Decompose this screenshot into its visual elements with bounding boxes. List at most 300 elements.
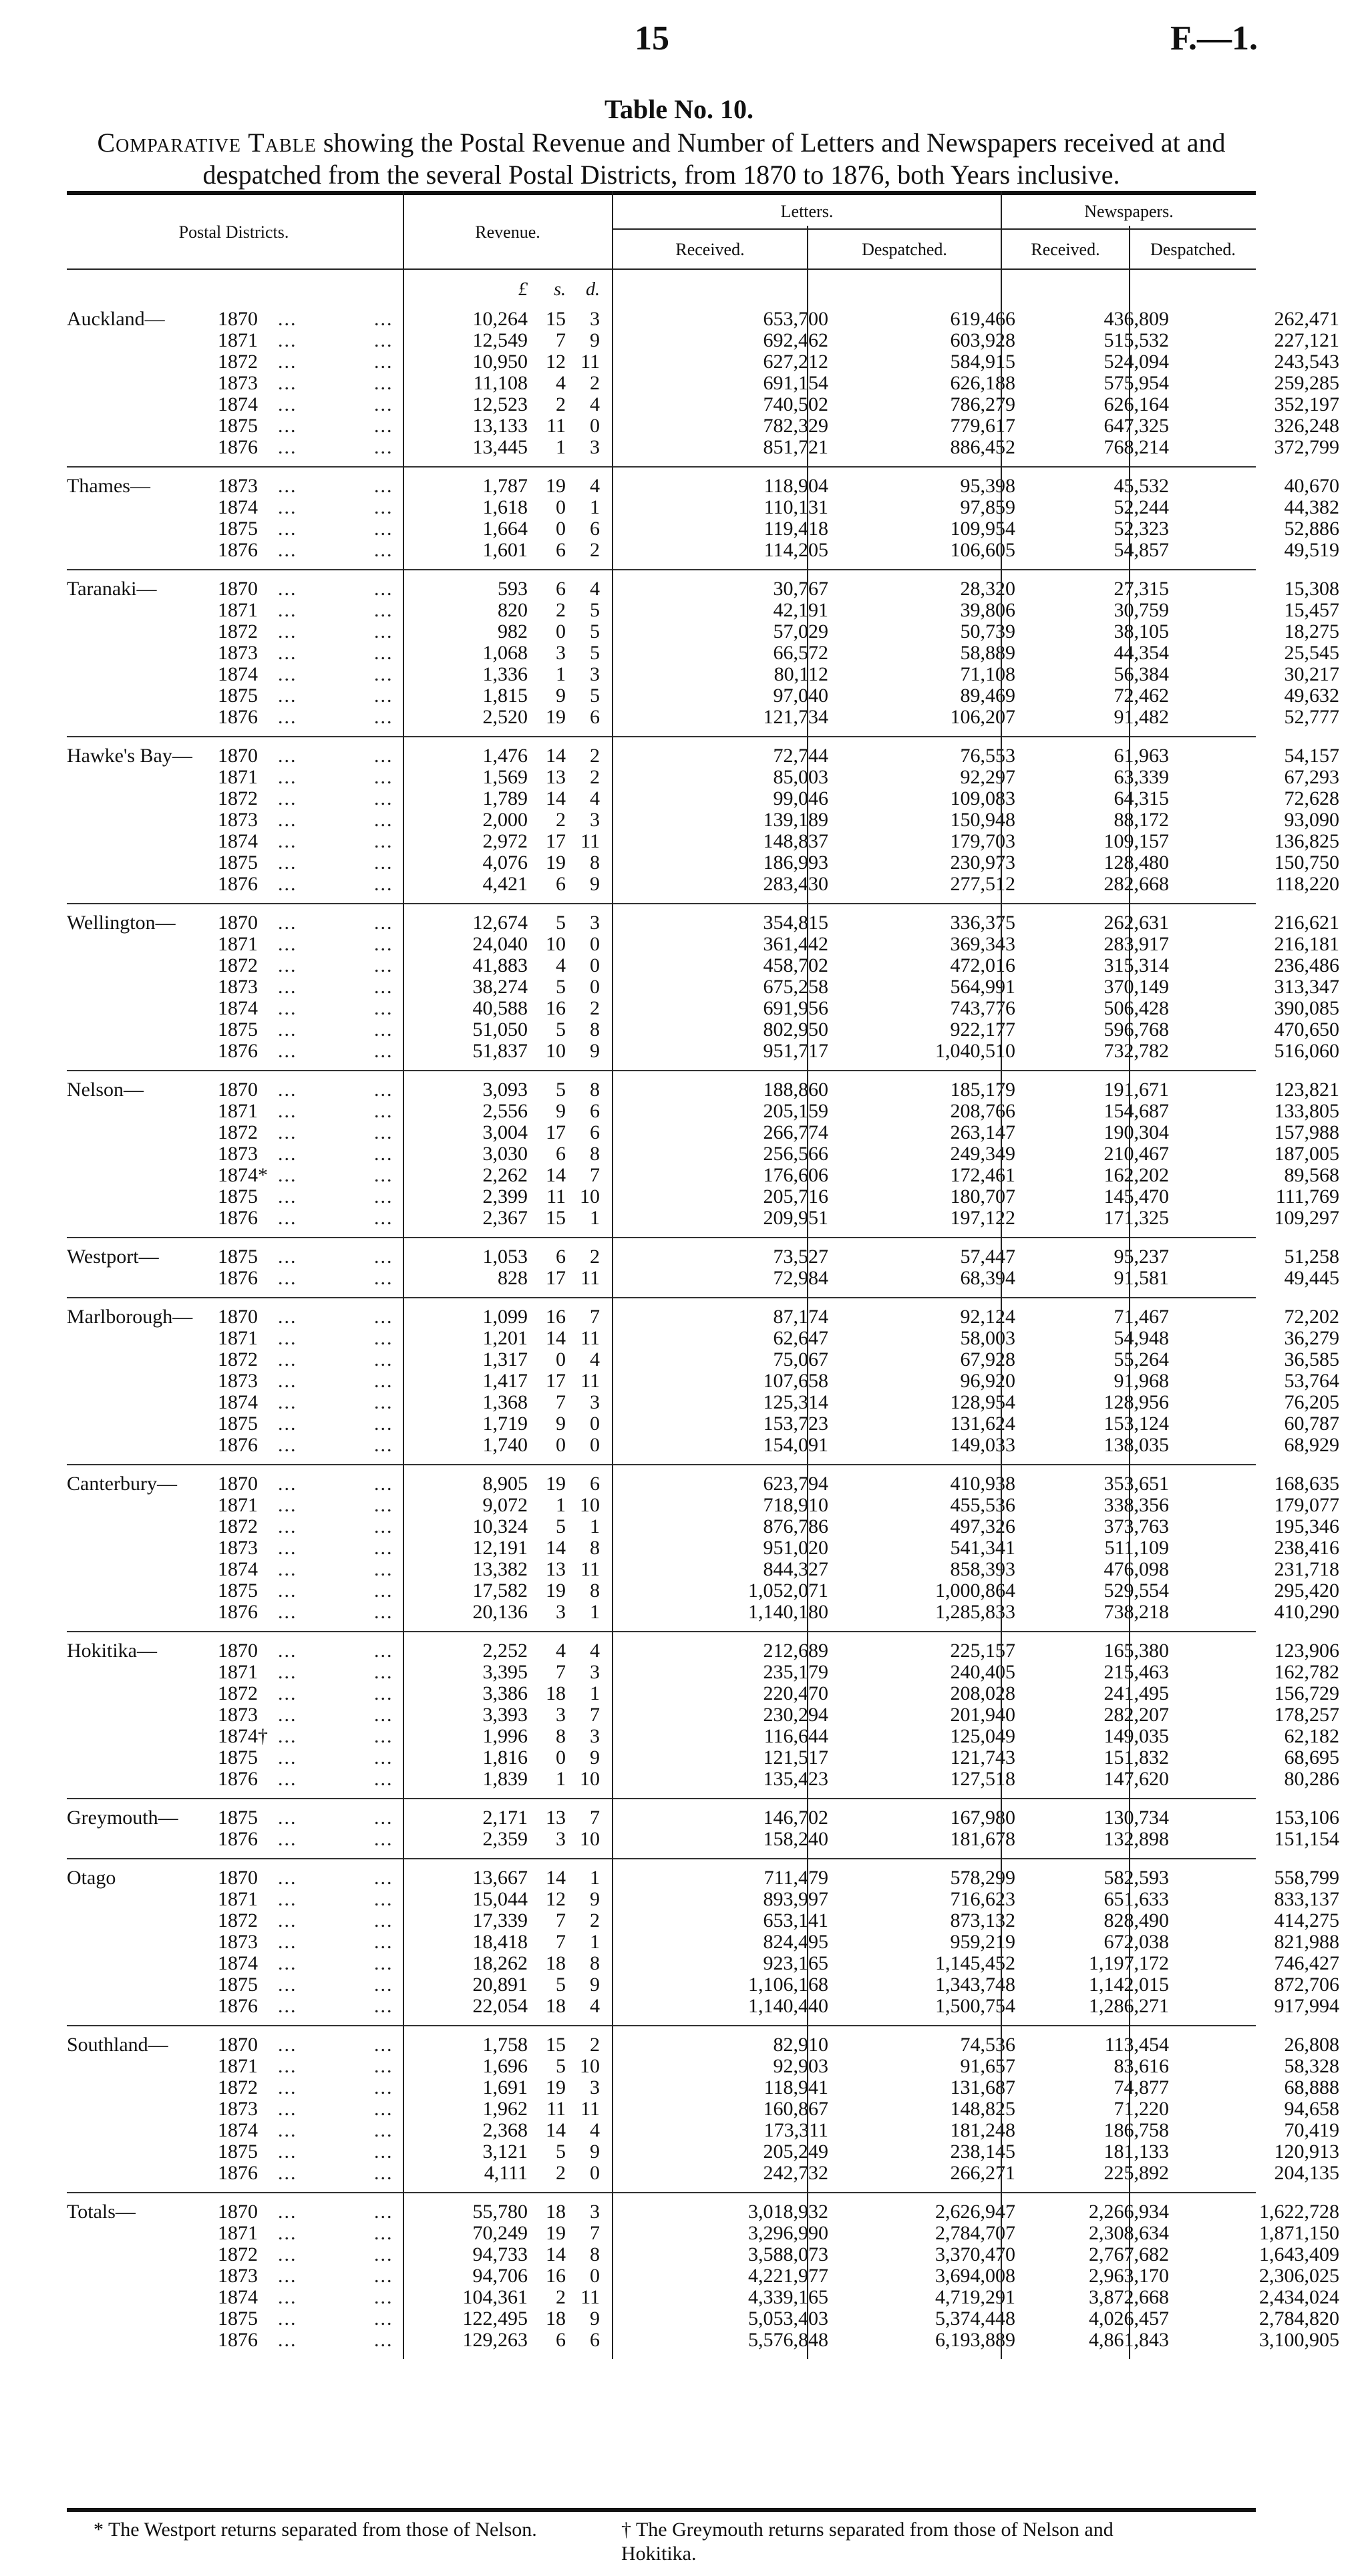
letters-received: 711,479: [763, 1867, 828, 1889]
revenue-pounds: 55,780: [472, 2201, 528, 2223]
newspapers-received: 262,631: [1104, 912, 1169, 934]
letters-received: 30,767: [773, 578, 828, 600]
revenue-pence: 11: [580, 1370, 600, 1392]
letters-despatched: 109,954: [950, 518, 1015, 540]
table-header: [67, 195, 1256, 270]
newspapers-received: 1,286,271: [1089, 1995, 1169, 2017]
letters-received: 5,576,848: [748, 2329, 828, 2351]
unit-pence: d.: [586, 279, 600, 300]
revenue-shillings: 15: [546, 1207, 566, 1229]
table-title: Table No. 10.: [604, 94, 753, 124]
leader-dots: ...: [374, 2034, 393, 2056]
newspapers-received: 71,220: [1114, 2098, 1169, 2120]
letters-despatched: 208,766: [950, 1100, 1015, 1122]
revenue-shillings: 5: [556, 1019, 566, 1041]
newspapers-despatched: 156,729: [1274, 1682, 1339, 1704]
letters-despatched: 2,784,707: [935, 2222, 1015, 2244]
table-row: [67, 1121, 1339, 1143]
newspapers-despatched: 1,643,409: [1259, 2243, 1339, 2265]
letters-despatched: 106,605: [950, 539, 1015, 561]
table-row: [67, 1143, 1339, 1165]
table-row: [67, 308, 1339, 330]
letters-despatched: 106,207: [950, 706, 1015, 728]
leader-dots: ...: [374, 1995, 393, 2017]
revenue-pounds: 12,191: [472, 1537, 528, 1559]
table-row: [67, 1370, 1339, 1392]
revenue-pounds: 20,136: [472, 1601, 528, 1623]
leader-dots: ...: [278, 329, 297, 351]
newspapers-despatched: 70,419: [1284, 2119, 1339, 2141]
year-cell: 1875: [218, 1807, 258, 1829]
revenue-pounds: 2,368: [482, 2119, 528, 2141]
district-group: [67, 1799, 1339, 1859]
newspapers-received: 27,315: [1114, 578, 1169, 600]
newspapers-received: 64,315: [1114, 787, 1169, 809]
leader-dots: ...: [374, 2243, 393, 2265]
revenue-pence: 10: [580, 1768, 600, 1790]
revenue-pence: 0: [590, 976, 600, 998]
leader-dots: ...: [374, 415, 393, 437]
revenue-pounds: 2,972: [482, 830, 528, 852]
letters-received: 72,984: [773, 1267, 828, 1289]
letters-received: 209,951: [763, 1207, 828, 1229]
leader-dots: ...: [278, 1909, 297, 1931]
table-row: [67, 620, 1339, 642]
leader-dots: ...: [374, 2201, 393, 2223]
leader-dots: ...: [278, 1952, 297, 1974]
leader-dots: ...: [278, 2265, 297, 2287]
leader-dots: ...: [374, 809, 393, 831]
footnote-westport: * The Westport returns separated from those of Nelson.: [94, 2519, 537, 2541]
leader-dots: ...: [374, 2076, 393, 2098]
revenue-shillings: 14: [546, 1164, 566, 1186]
table-row: [67, 2265, 1339, 2287]
revenue-pounds: 94,706: [472, 2265, 528, 2287]
district-group: [67, 301, 1339, 468]
leader-dots: ...: [278, 393, 297, 415]
revenue-pence: 9: [590, 2308, 600, 2330]
revenue-shillings: 5: [556, 1515, 566, 1537]
revenue-pounds: 9,072: [482, 1494, 528, 1516]
revenue-shillings: 7: [556, 1661, 566, 1683]
revenue-pounds: 13,382: [472, 1558, 528, 1580]
leader-dots: ...: [278, 1661, 297, 1683]
revenue-pence: 2: [590, 1246, 600, 1268]
leader-dots: ...: [278, 1682, 297, 1704]
revenue-shillings: 18: [546, 1682, 566, 1704]
revenue-shillings: 11: [546, 415, 566, 437]
revenue-pounds: 1,317: [482, 1348, 528, 1370]
letters-despatched: 2,626,947: [935, 2201, 1015, 2223]
revenue-pence: 1: [590, 1867, 600, 1889]
description-caps: Comparative Table: [97, 128, 317, 158]
newspapers-despatched: 216,181: [1274, 933, 1339, 955]
year-cell: 1875: [218, 518, 258, 540]
newspapers-received: 210,467: [1104, 1143, 1169, 1165]
letters-received: 72,744: [773, 745, 828, 767]
revenue-pence: 11: [580, 1558, 600, 1580]
year-cell: 1872: [218, 2243, 258, 2265]
letters-despatched: 1,285,833: [935, 1601, 1015, 1623]
revenue-pence: 2: [590, 997, 600, 1019]
letters-received: 173,311: [763, 2119, 828, 2141]
letters-despatched: 97,859: [960, 496, 1015, 518]
year-cell: 1876: [218, 2329, 258, 2351]
leader-dots: ...: [278, 642, 297, 664]
newspapers-received: 91,968: [1114, 1370, 1169, 1392]
letters-received: 121,734: [763, 706, 828, 728]
table-row: [67, 2329, 1339, 2351]
leader-dots: ...: [278, 351, 297, 373]
newspapers-received: 596,768: [1104, 1019, 1169, 1041]
newspapers-despatched: 49,632: [1284, 685, 1339, 707]
newspapers-received: 74,877: [1114, 2076, 1169, 2098]
letters-received: 73,527: [773, 1246, 828, 1268]
letters-received: 740,502: [763, 393, 828, 415]
year-cell: 1876: [218, 539, 258, 561]
leader-dots: ...: [278, 1434, 297, 1456]
revenue-pence: 3: [590, 308, 600, 330]
year-cell: 1872: [218, 351, 258, 373]
revenue-pence: 2: [590, 745, 600, 767]
revenue-shillings: 19: [546, 1473, 566, 1495]
header-district: Postal Districts.: [178, 222, 289, 242]
newspapers-despatched: 151,154: [1274, 1828, 1339, 1850]
revenue-pounds: 2,399: [482, 1185, 528, 1208]
leader-dots: ...: [374, 372, 393, 394]
leader-dots: ...: [278, 809, 297, 831]
table-row: [67, 599, 1339, 621]
leader-dots: ...: [278, 1867, 297, 1889]
leader-dots: ...: [374, 620, 393, 642]
leader-dots: ...: [374, 475, 393, 497]
year-cell: 1872: [218, 2076, 258, 2098]
table-row: [67, 1974, 1339, 1996]
leader-dots: ...: [278, 766, 297, 788]
district-group: [67, 570, 1339, 737]
year-cell: 1871: [218, 2055, 258, 2077]
newspapers-received: 61,963: [1114, 745, 1169, 767]
newspapers-despatched: 94,658: [1284, 2098, 1339, 2120]
revenue-pence: 6: [590, 1473, 600, 1495]
year-cell: 1875: [218, 1413, 258, 1435]
newspapers-received: 283,917: [1104, 933, 1169, 955]
revenue-pounds: 94,733: [472, 2243, 528, 2265]
leader-dots: ...: [278, 1246, 297, 1268]
year-cell: 1872: [218, 1515, 258, 1537]
newspapers-received: 52,244: [1114, 496, 1169, 518]
revenue-pence: 3: [590, 1725, 600, 1747]
revenue-shillings: 12: [546, 1888, 566, 1910]
year-cell: 1870: [218, 1473, 258, 1495]
year-cell: 1874: [218, 1952, 258, 1974]
leader-dots: ...: [374, 2222, 393, 2244]
table-row: [67, 1267, 1339, 1289]
newspapers-received: 373,763: [1104, 1515, 1169, 1537]
header-news-received: Received.: [1031, 240, 1100, 259]
leader-dots: ...: [374, 1327, 393, 1349]
letters-received: 283,430: [763, 873, 828, 895]
letters-received: 205,159: [763, 1100, 828, 1122]
letters-despatched: 58,889: [960, 642, 1015, 664]
newspapers-despatched: 821,988: [1274, 1931, 1339, 1953]
leader-dots: ...: [278, 997, 297, 1019]
leader-dots: ...: [278, 1494, 297, 1516]
newspapers-despatched: 231,718: [1274, 1558, 1339, 1580]
district-name: Nelson—: [67, 1079, 144, 1101]
year-cell: 1872: [218, 1348, 258, 1370]
newspapers-received: 44,354: [1114, 642, 1169, 664]
revenue-pence: 2: [590, 372, 600, 394]
revenue-pounds: 820: [498, 599, 528, 621]
letters-despatched: 858,393: [950, 1558, 1015, 1580]
district-name: Totals—: [67, 2201, 136, 2223]
year-cell: 1870: [218, 578, 258, 600]
newspapers-despatched: 49,519: [1284, 539, 1339, 561]
newspapers-received: 651,633: [1104, 1888, 1169, 1910]
revenue-pence: 9: [590, 1040, 600, 1062]
newspapers-despatched: 313,347: [1274, 976, 1339, 998]
revenue-shillings: 4: [556, 954, 566, 976]
letters-despatched: 181,248: [950, 2119, 1015, 2141]
leader-dots: ...: [374, 912, 393, 934]
letters-received: 160,867: [763, 2098, 828, 2120]
letters-despatched: 584,915: [950, 351, 1015, 373]
letters-despatched: 91,657: [960, 2055, 1015, 2077]
letters-despatched: 150,948: [950, 809, 1015, 831]
table-row: [67, 1434, 1339, 1456]
leader-dots: ...: [278, 2222, 297, 2244]
letters-despatched: 181,678: [950, 1828, 1015, 1850]
leader-dots: ...: [278, 1306, 297, 1328]
revenue-pounds: 2,000: [482, 809, 528, 831]
year-cell: 1873: [218, 1931, 258, 1953]
leader-dots: ...: [278, 685, 297, 707]
revenue-pounds: 12,523: [472, 393, 528, 415]
leader-dots: ...: [278, 1079, 297, 1101]
revenue-pounds: 1,696: [482, 2055, 528, 2077]
revenue-pence: 0: [590, 1434, 600, 1456]
newspapers-despatched: 80,286: [1284, 1768, 1339, 1790]
revenue-pounds: 1,740: [482, 1434, 528, 1456]
leader-dots: ...: [278, 1558, 297, 1580]
year-cell: 1873: [218, 2098, 258, 2120]
leader-dots: ...: [278, 912, 297, 934]
revenue-pence: 5: [590, 620, 600, 642]
table-row: [67, 1079, 1339, 1101]
newspapers-despatched: 93,090: [1284, 809, 1339, 831]
revenue-pence: 4: [590, 787, 600, 809]
revenue-shillings: 17: [546, 830, 566, 852]
letters-received: 119,418: [763, 518, 828, 540]
header-news-despatched: Despatched.: [1150, 240, 1236, 259]
letters-received: 951,020: [763, 1537, 828, 1559]
header-letters-received: Received.: [675, 240, 745, 259]
revenue-shillings: 12: [546, 351, 566, 373]
revenue-pence: 0: [590, 2265, 600, 2287]
newspapers-despatched: 54,157: [1284, 745, 1339, 767]
letters-received: 951,717: [763, 1040, 828, 1062]
newspapers-despatched: 72,628: [1284, 787, 1339, 809]
year-cell: 1873: [218, 809, 258, 831]
newspapers-despatched: 204,135: [1274, 2162, 1339, 2184]
leader-dots: ...: [278, 496, 297, 518]
table-row: [67, 642, 1339, 664]
leader-dots: ...: [278, 1931, 297, 1953]
letters-despatched: 410,938: [950, 1473, 1015, 1495]
table-row: [67, 1807, 1339, 1829]
revenue-pounds: 38,274: [472, 976, 528, 998]
newspapers-despatched: 227,121: [1274, 329, 1339, 351]
revenue-pounds: 3,004: [482, 1121, 528, 1143]
revenue-shillings: 13: [546, 1558, 566, 1580]
revenue-pence: 7: [590, 1807, 600, 1829]
revenue-pounds: 2,171: [482, 1807, 528, 1829]
year-cell: 1875: [218, 2141, 258, 2163]
newspapers-received: 91,482: [1114, 706, 1169, 728]
letters-received: 876,786: [763, 1515, 828, 1537]
letters-despatched: 121,743: [950, 1746, 1015, 1769]
letters-received: 116,644: [763, 1725, 828, 1747]
newspapers-despatched: 49,445: [1284, 1267, 1339, 1289]
revenue-shillings: 16: [546, 997, 566, 1019]
revenue-pence: 11: [580, 2286, 600, 2308]
newspapers-despatched: 15,457: [1284, 599, 1339, 621]
newspapers-despatched: 26,808: [1284, 2034, 1339, 2056]
revenue-pence: 6: [590, 706, 600, 728]
newspapers-received: 370,149: [1104, 976, 1169, 998]
leader-dots: ...: [278, 308, 297, 330]
table-row: [67, 1909, 1339, 1931]
revenue-pounds: 104,361: [462, 2286, 528, 2308]
table-row: [67, 997, 1339, 1019]
table-row: [67, 1601, 1339, 1623]
revenue-pounds: 1,787: [482, 475, 528, 497]
revenue-pounds: 982: [498, 620, 528, 642]
table-row: [67, 1768, 1339, 1790]
revenue-pence: 8: [590, 1079, 600, 1101]
newspapers-despatched: 216,621: [1274, 912, 1339, 934]
table-body: [67, 279, 1339, 2359]
letters-received: 75,067: [773, 1348, 828, 1370]
revenue-pence: 1: [590, 1682, 600, 1704]
leader-dots: ...: [278, 1327, 297, 1349]
leader-dots: ...: [278, 1019, 297, 1041]
revenue-shillings: 1: [556, 1494, 566, 1516]
year-cell: 1871: [218, 1100, 258, 1122]
revenue-pence: 8: [590, 1580, 600, 1602]
revenue-shillings: 16: [546, 2265, 566, 2287]
letters-received: 782,329: [763, 415, 828, 437]
newspapers-despatched: 62,182: [1284, 1725, 1339, 1747]
leader-dots: ...: [278, 1601, 297, 1623]
table-row: [67, 436, 1339, 458]
year-cell: 1875: [218, 1019, 258, 1041]
leader-dots: ...: [374, 1348, 393, 1370]
revenue-pounds: 18,262: [472, 1952, 528, 1974]
letters-received: 653,700: [763, 308, 828, 330]
revenue-pence: 7: [590, 2222, 600, 2244]
newspapers-despatched: 123,821: [1274, 1079, 1339, 1101]
revenue-shillings: 0: [556, 1746, 566, 1769]
revenue-pence: 1: [590, 1931, 600, 1953]
district-group: [67, 1632, 1339, 1799]
newspapers-despatched: 36,279: [1284, 1327, 1339, 1349]
revenue-pounds: 51,837: [472, 1040, 528, 1062]
newspapers-received: 282,207: [1104, 1704, 1169, 1726]
letters-despatched: 39,806: [960, 599, 1015, 621]
leader-dots: ...: [374, 1391, 393, 1413]
revenue-pounds: 1,601: [482, 539, 528, 561]
leader-dots: ...: [278, 954, 297, 976]
leader-dots: ...: [278, 578, 297, 600]
newspapers-received: 45,532: [1114, 475, 1169, 497]
letters-received: 139,189: [763, 809, 828, 831]
newspapers-received: 524,094: [1104, 351, 1169, 373]
table-row: [67, 1995, 1339, 2017]
unit-pound: £: [518, 279, 528, 300]
leader-dots: ...: [278, 2308, 297, 2330]
table-row: [67, 1040, 1339, 1062]
leader-dots: ...: [278, 1746, 297, 1769]
leader-dots: ...: [374, 873, 393, 895]
revenue-pence: 0: [590, 2162, 600, 2184]
year-cell: 1875: [218, 852, 258, 874]
leader-dots: ...: [374, 745, 393, 767]
letters-despatched: 92,297: [960, 766, 1015, 788]
district-group: [67, 2193, 1339, 2359]
leader-dots: ...: [374, 1100, 393, 1122]
revenue-shillings: 11: [546, 1185, 566, 1208]
leader-dots: ...: [278, 518, 297, 540]
letters-despatched: 3,694,008: [935, 2265, 1015, 2287]
revenue-pounds: 12,549: [472, 329, 528, 351]
leader-dots: ...: [278, 1391, 297, 1413]
leader-dots: ...: [374, 2162, 393, 2184]
newspapers-despatched: 150,750: [1274, 852, 1339, 874]
newspapers-received: 181,133: [1104, 2141, 1169, 2163]
page-number: 15: [635, 19, 669, 57]
revenue-pence: 6: [590, 2329, 600, 2351]
newspapers-received: 63,339: [1114, 766, 1169, 788]
letters-despatched: 50,739: [960, 620, 1015, 642]
year-cell: 1875: [218, 1185, 258, 1208]
year-cell: 1870: [218, 745, 258, 767]
letters-received: 176,606: [763, 1164, 828, 1186]
newspapers-received: 732,782: [1104, 1040, 1169, 1062]
year-cell: 1875: [218, 1580, 258, 1602]
letters-received: 623,794: [763, 1473, 828, 1495]
table-row: [67, 1306, 1339, 1328]
letters-received: 458,702: [763, 954, 828, 976]
newspapers-despatched: 120,913: [1274, 2141, 1339, 2163]
letters-despatched: 95,398: [960, 475, 1015, 497]
newspapers-received: 647,325: [1104, 415, 1169, 437]
year-cell: 1871: [218, 1661, 258, 1683]
revenue-pounds: 4,421: [482, 873, 528, 895]
newspapers-despatched: 558,799: [1274, 1867, 1339, 1889]
revenue-shillings: 1: [556, 663, 566, 685]
letters-received: 186,993: [763, 852, 828, 874]
newspapers-received: 109,157: [1104, 830, 1169, 852]
leader-dots: ...: [278, 1888, 297, 1910]
leader-dots: ...: [278, 873, 297, 895]
leader-dots: ...: [374, 1306, 393, 1328]
letters-received: 242,732: [763, 2162, 828, 2184]
revenue-shillings: 1: [556, 436, 566, 458]
newspapers-received: 436,809: [1104, 308, 1169, 330]
leader-dots: ...: [374, 1558, 393, 1580]
